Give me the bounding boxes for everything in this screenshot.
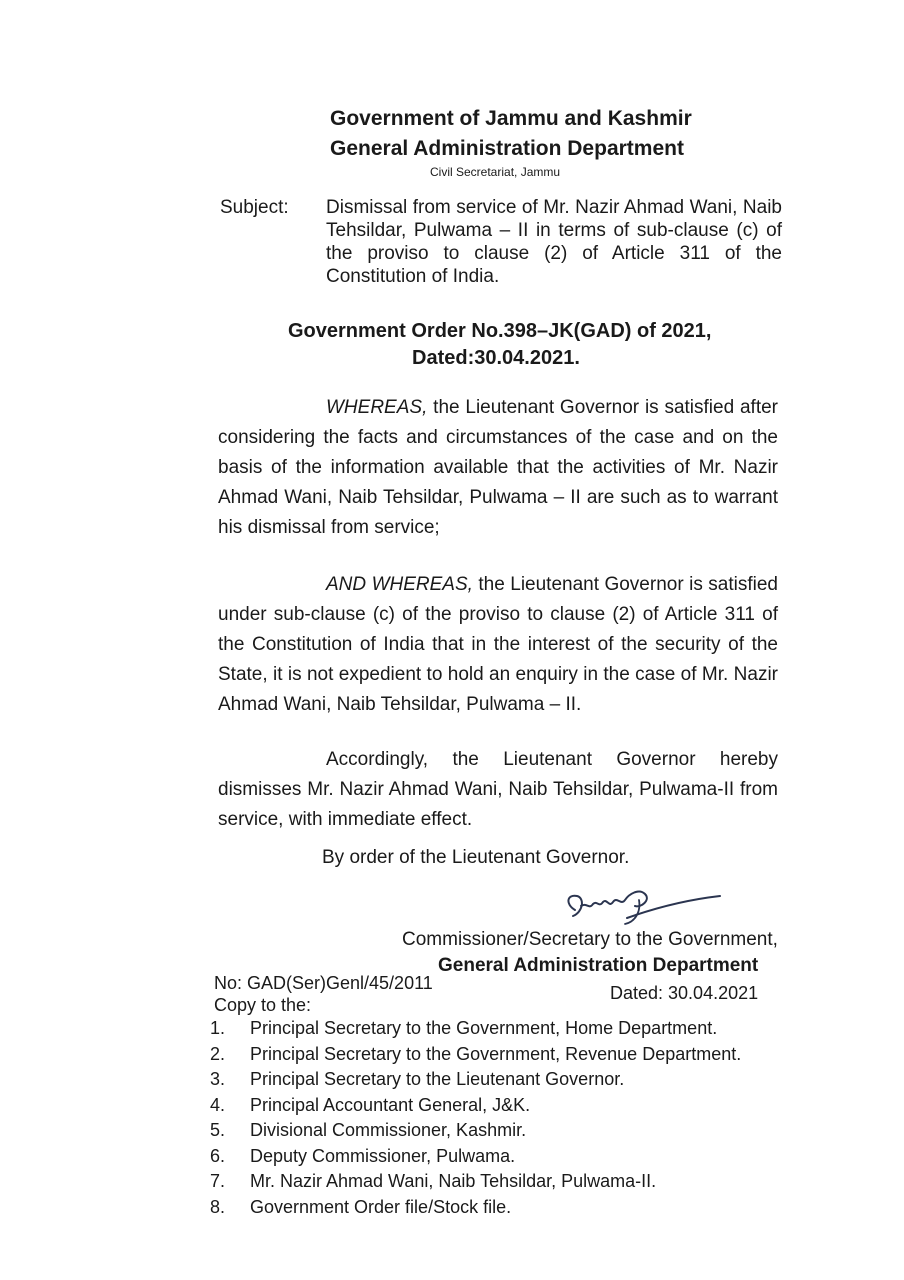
list-number: 5. — [210, 1120, 226, 1140]
department-heading: General Administration Department — [330, 137, 684, 160]
list-number: 4. — [210, 1094, 226, 1115]
list-item — [210, 1067, 741, 1093]
letterhead — [330, 104, 690, 180]
list-text: Principal Accountant General, J&K. — [250, 1094, 531, 1115]
paragraph-text: Accordingly, the Lieutenant Governor hereby dismisses Mr. Nazir Ahmad Wani, Naib Tehsildar, Pulwama-II from service, with immediate effect. — [218, 749, 778, 830]
list-text: Principal Secretary to the Government, Revenue Department. — [250, 1043, 742, 1064]
paragraph-text: the Lieutenant Governor is satisfied after considering the facts and circumstances of the case and on the basis of the information available that the activities of Mr. Nazir Ahmad Wani, Naib Tehsildar, Pulwama – II are such as to warrant his dismissal from service; — [218, 397, 778, 538]
subject-label: Subject: — [220, 197, 289, 218]
and-whereas-paragraph — [218, 570, 778, 720]
signatory-department: General Administration Department — [438, 955, 759, 976]
list-text: Deputy Commissioner, Pulwama. — [250, 1145, 516, 1166]
accordingly-paragraph — [218, 745, 778, 835]
signatory-title: Commissioner/Secretary to the Government, — [402, 929, 778, 950]
copy-to-heading: Copy to the: — [214, 995, 312, 1015]
office-address: Civil Secretariat, Jammu — [430, 165, 561, 179]
list-item — [210, 1016, 741, 1042]
order-date: Dated:30.04.2021. — [412, 347, 580, 369]
list-item — [210, 1169, 741, 1195]
list-item — [210, 1093, 741, 1119]
list-item — [210, 1195, 741, 1221]
subject-text: Dismissal from service of Mr. Nazir Ahmad Wani, Naib Tehsildar, Pulwama – II in terms of sub-clause (c) of the proviso to clause (2) of Article 311 of the Constitution of India. — [326, 197, 782, 287]
list-text: Government Order file/Stock file. — [250, 1196, 512, 1217]
list-item — [210, 1118, 741, 1144]
paragraph-lead: AND WHEREAS, — [326, 574, 473, 595]
list-item — [210, 1042, 741, 1068]
order-number: Government Order No.398–JK(GAD) of 2021, — [288, 320, 712, 342]
list-number: 7. — [210, 1171, 226, 1191]
list-number: 3. — [210, 1069, 226, 1089]
list-text: Divisional Commissioner, Kashmir. — [250, 1120, 527, 1140]
list-text: Principal Secretary to the Lieutenant Governor. — [250, 1069, 625, 1089]
list-item — [210, 1144, 741, 1170]
reference-number: No: GAD(Ser)Genl/45/2011 — [214, 973, 433, 993]
list-text: Principal Secretary to the Government, Home Department. — [250, 1018, 718, 1038]
reference-date: Dated: 30.04.2021 — [610, 983, 759, 1003]
paragraph-text: the Lieutenant Governor is satisfied under sub-clause (c) of the proviso to clause (2) of Article 311 of the Constitution of India that in the interest of the security of the State, it is not expedient to hold an enquiry in the case of Mr. Nazir Ahmad Wani, Naib Tehsildar, Pulwama – II. — [218, 574, 778, 715]
list-number: 8. — [210, 1196, 226, 1217]
list-number: 2. — [210, 1043, 226, 1064]
whereas-paragraph — [218, 393, 778, 543]
paragraph-lead: WHEREAS, — [326, 397, 428, 418]
list-number: 6. — [210, 1145, 226, 1166]
copy-distribution-list — [210, 1016, 741, 1220]
order-title — [288, 318, 711, 372]
by-order-line: By order of the Lieutenant Governor. — [322, 847, 630, 868]
government-heading: Government of Jammu and Kashmir — [330, 107, 692, 130]
list-text: Mr. Nazir Ahmad Wani, Naib Tehsildar, Pulwama-II. — [250, 1171, 657, 1191]
list-number: 1. — [210, 1018, 226, 1038]
